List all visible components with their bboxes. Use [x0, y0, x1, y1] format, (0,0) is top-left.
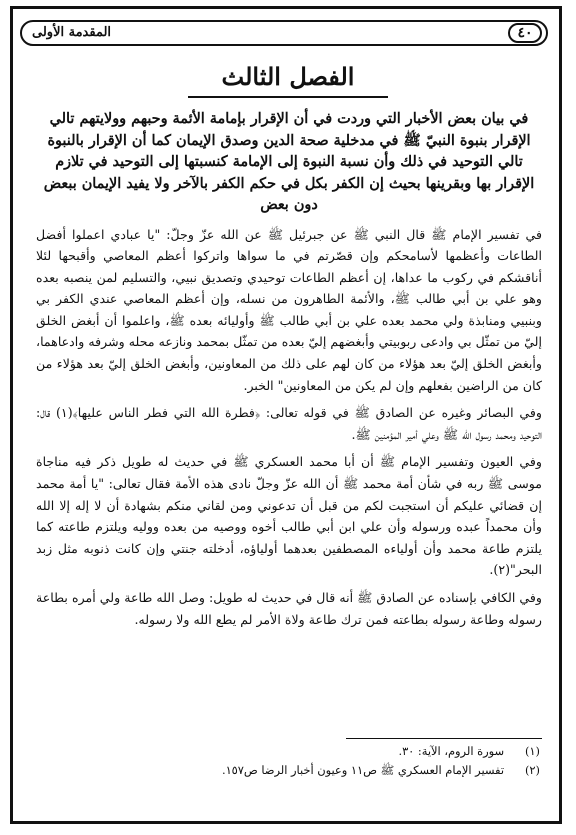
footnote-text: سورة الروم، الآية: ٣٠. [398, 744, 504, 758]
page-number: ٤٠ [508, 23, 542, 43]
page-header [20, 20, 548, 46]
footnote [34, 742, 540, 761]
main-content [36, 108, 542, 636]
chapter-title: الفصل الثالث [221, 62, 355, 91]
paragraph: وفي العيون وتفسير الإمام ﷺ أن أبا محمد العسكري ﷺ في حديث له طويل ذكر فيه مناجاة موسى ﷺ ربه في شأن أمة محمد ﷺ أن الله عزّ وجلّ نادى هذه الأمة فقال تعالى: "يا أمة محمد إن قضائي عليكم أن استجبت لكم من قبل أن تدعوني ومن لقاني منكم بشهادة أن لا إله إلا الله وأن محمداً عبده ورسوله وأن علي ابن أبي طالب أخوه ووصيه من بعده ووليه ويلتزم طاعته كما يلتزم طاعة محمد وأن أولياءه المصطفين بعدهما أولياؤه، أدخلته جنتي وإن كانت ذنوبه مثل زبد البحر"(٢). [36, 454, 542, 578]
footnotes [34, 742, 540, 780]
footnote-divider [346, 738, 542, 739]
running-title: المقدمة الأولى [32, 25, 112, 40]
paragraph: وفي البصائر وغيره عن الصادق ﷺ في قوله تعالى: ﴿فطرة الله التي فطر الناس عليها﴾(١) قال: التوحيد ومحمد رسول الله ﷺ وعلي أمير المؤمنين ﷺ. [36, 405, 542, 442]
paragraph: في تفسير الإمام ﷺ قال النبي ﷺ عن جبرئيل ﷺ عن الله عزّ وجلّ: "يا عبادي اعملوا أفضل الطاعات وأعظمها لأسامحكم وإن قصّرتم في ما سواها واتركوا أعظم المعاصي وأقبحها لئلا أناقشكم في ركوب ما عداها، إن أعظم الطاعات توحيدي وتصديق نبيي، والتسليم لمن ينصبه بعده وهو علي بن أبي طالب ﷺ، والأئمة الطاهرون من نسله، وإن أعظم المعاصي عندي الكفر بي وبنبيي ومنابذة ولي محمد بعده علي بن أبي طالب ﷺ وأوليائه بعده ﷺ، واعلموا أن أبغض الخلق إليّ من تمثّل بي وادعى ربوبيتي وأبغضهم إليّ بعده من تمثّل بمحمد ونازعه محله وشرفه وادعاهما، وأبغض الخلق إليّ بعد هؤلاء من كان لهم على ذلك من المعاونين، وأبغض الخلق إليّ بعد هؤلاء من كان من الراضين بفعلهم وإن لم يكن من المعاونين" الخبر. [36, 226, 542, 393]
paragraph: وفي الكافي بإسناده عن الصادق ﷺ أنه قال في حديث له طويل: وصل الله طاعة ولي أمره بطاعة رسوله وطاعة رسوله بطاعته فمن ترك طاعة ولاة الأمر لم يطع الله ولا رسوله. [36, 590, 542, 627]
title-underline [188, 96, 388, 98]
chapter-intro: في بيان بعض الأخبار التي وردت في أن الإقرار بإمامة الأئمة وحبهم وولايتهم تالي الإقرار بنبوة النبيّ ﷺ في مدخلية صحة الدين وصدق الإيمان كما أن الإقرار بالنبوة تالي التوحيد في ذلك وأن نسبة النبوة إلى الإمامة كنسبتها إلى التوحيد في تلازم الإقرار بها وبقرينها بحيث إن الكفر بكل في حكم الكفر بالآخر ولا يفيد الإيمان ببعض دون بعض [43, 110, 535, 213]
footnote-text: تفسير الإمام العسكري ﷺ ص١١ وعيون أخبار الرضا ص١٥٧. [221, 763, 504, 777]
footnote [34, 761, 540, 780]
footnote-number: (٢) [524, 763, 540, 777]
footnote-number: (١) [524, 744, 540, 758]
